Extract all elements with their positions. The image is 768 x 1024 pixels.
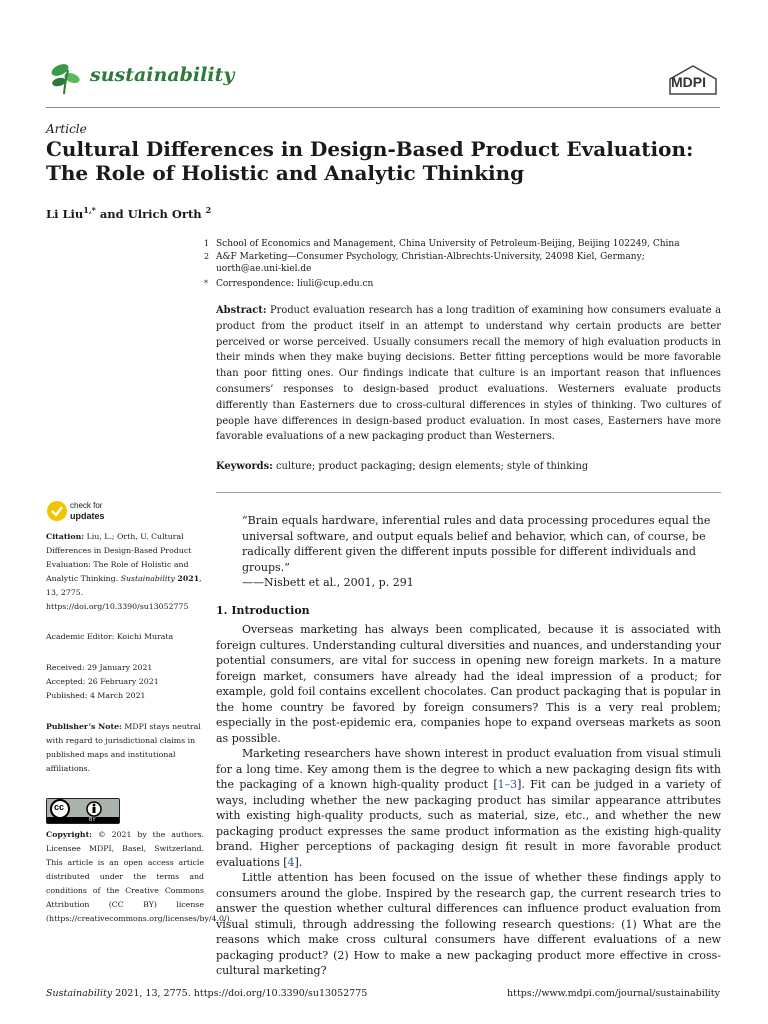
keywords-text: culture; product packaging; design elements; style of thinking: [275, 461, 589, 472]
copyright-text: © 2021 by the authors. Licensee MDPI, Basel, Switzerland. This article is an open access article distributed under the terms and conditions of the Creative Commons Attribution (CC BY) license (https://creativecommons.org/licenses/by/4.0/).: [46, 830, 233, 923]
check-for-updates-icon[interactable]: [46, 500, 68, 522]
cc-label: cc: [54, 802, 65, 812]
header-rule: [46, 107, 720, 108]
abstract: [216, 303, 721, 445]
author-2[interactable]: and Ulrich Orth: [95, 206, 202, 221]
check-label: check for: [70, 501, 103, 510]
keywords-label: Keywords:: [216, 461, 273, 472]
affiliation-1: [204, 238, 736, 250]
accepted-date: Accepted: 26 February 2021: [46, 677, 159, 686]
affiliation-mark: 1: [204, 239, 210, 248]
citation-year: 2021: [177, 574, 200, 583]
abstract-label: Abstract:: [216, 305, 267, 316]
author-2-sup: 2: [205, 205, 212, 215]
quote-source: ——Nisbett et al., 2001, p. 291: [242, 576, 414, 589]
citation-label: Citation:: [46, 532, 85, 541]
publisher-note-text: MDPI stays neutral with regard to jurisdictional claims in published maps and institutional affiliations.: [46, 722, 201, 773]
abstract-text: Product evaluation research has a long tradition of examining how consumers evaluate a product from the product itself in an attempt to understand why certain products are better perceived or worse perceived. Usually consumers recall the memory of high evaluation products in their minds when they make buying decisions. Better fitting perceptions would be more favorable than poor fitting ones. Our findings indicate that culture is an important reason that influences consumers’ responses to design-based product evaluations. Westerners evaluate products differently than Easterners due to cross-cultural differences in styles of thinking. Two cultures of people have differences in design-based product evaluation. In most cases, Easterners have more favorable evaluations of a new packaging product than Westerners.: [216, 305, 722, 443]
publisher-note: [46, 720, 204, 776]
affiliation-mark: *: [204, 279, 208, 288]
citation-text: Liu, L.; Orth, U. Cultural Differences in Design-Based Product Evaluation: The Role of Holistic and Analytic Thinking.: [46, 532, 192, 583]
copyright-label: Copyright:: [46, 830, 93, 839]
citation-link[interactable]: 1–3: [497, 778, 518, 791]
by-label: BY: [89, 817, 96, 823]
publisher-note-label: Publisher’s Note:: [46, 722, 122, 731]
footer-journal: Sustainability: [46, 988, 113, 999]
affiliation-mark: 2: [204, 252, 210, 261]
citation-rest[interactable]: , 13, 2775. https://doi.org/10.3390/su13052775: [46, 574, 202, 611]
affiliation-text: School of Economics and Management, China University of Petroleum-Beijing, Beijing 102249, China: [216, 239, 680, 249]
page-title: Cultural Differences in Design-Based Product Evaluation: The Role of Holistic and Analytic Thinking: [46, 137, 694, 185]
updates-label: updates: [70, 511, 105, 521]
received-date: Received: 29 January 2021: [46, 663, 153, 672]
journal-logo-icon: [46, 56, 86, 96]
section-heading: 1. Introduction: [216, 604, 310, 617]
academic-editor: Academic Editor: Koichi Murata: [46, 632, 174, 641]
citation-journal: Sustainability: [120, 574, 175, 583]
cc-by-license-icon[interactable]: [46, 798, 120, 824]
quote-text: “Brain equals hardware, inferential rules and data processing procedures equal the universal software, and output equals belief and behavior, which can, of course, be radically different given the different inputs possible for different individuals and groups.”: [242, 514, 711, 574]
check-for-updates[interactable]: [70, 501, 228, 521]
authors: [46, 205, 211, 221]
published-date: Published: 4 March 2021: [46, 691, 146, 700]
footer-doi[interactable]: 2021, 13, 2775. https://doi.org/10.3390/su13052775: [112, 988, 368, 999]
body-text: [216, 622, 721, 979]
paragraph-2: [216, 746, 721, 870]
p2-part-b: ]. Fit can be judged in a variety of ways, including whether the new packaging product has similar appearance attributes with existing high-quality products, such as material, size, etc., and whether the new packaging product expresses the same product information as the existing high-quality brand. Higher perceptions of packaging design fit result in more favorable product evaluations [: [216, 778, 721, 869]
article-type: Article: [46, 122, 87, 136]
affiliation-text: A&F Marketing—Consumer Psychology, Christian-Albrechts-University, 24098 Kiel, Germany; uorth@ae.uni-kiel.de: [216, 252, 645, 274]
affiliation-3: [204, 278, 736, 290]
keywords: [216, 461, 721, 472]
paragraph-3: Little attention has been focused on the issue of whether these findings apply to consumers around the globe. Inspired by the research gap, the current research tries to answer the question whether cultural differences can influence product evaluation from visual stimuli, through addressing the following research questions: (1) What are the reasons which make cross cultural consumers have different evaluations of a new packaging product? (2) How to make a new packaging product more effective in cross-cultural marketing?: [216, 871, 721, 977]
author-1[interactable]: Li Liu: [46, 206, 84, 221]
journal-name[interactable]: sustainability: [90, 64, 235, 86]
paragraph-1: Overseas marketing has always been complicated, because it is associated with foreign cultures. Understanding cultural diversities and nuances, and understanding your potential consumers, are vital for success in opening new foreign markets. In a mature foreign market, consumers have already had the ideal impression of a product; for example, gold foil contains excellent chocolates. Can product packaging that is popular in the home country be favored by foreign consumers? This is a very real problem; especially in the post-epidemic era, companies hope to expand overseas markets as soon as possible.: [216, 623, 721, 745]
epigraph-quote: [242, 513, 712, 591]
affiliation-2: [204, 251, 686, 275]
citation: [46, 530, 204, 614]
footer-citation: [46, 988, 367, 999]
footer-url[interactable]: https://www.mdpi.com/journal/sustainability: [507, 988, 720, 999]
affiliation-text: Correspondence: liuli@cup.edu.cn: [216, 279, 374, 289]
abstract-rule: [216, 492, 721, 493]
author-1-sup: 1,*: [83, 205, 96, 215]
p2-part-c: ].: [294, 855, 303, 869]
publisher-logo[interactable]: MDPI: [671, 74, 706, 90]
citation-link[interactable]: 4: [287, 855, 295, 869]
copyright: [46, 828, 233, 926]
p2-part-a: Marketing researchers have shown interest in product evaluation from visual stimuli for a long time. Key among them is the degree to which a new packaging design fits with the packaging of a known high-quality product [: [216, 747, 721, 791]
